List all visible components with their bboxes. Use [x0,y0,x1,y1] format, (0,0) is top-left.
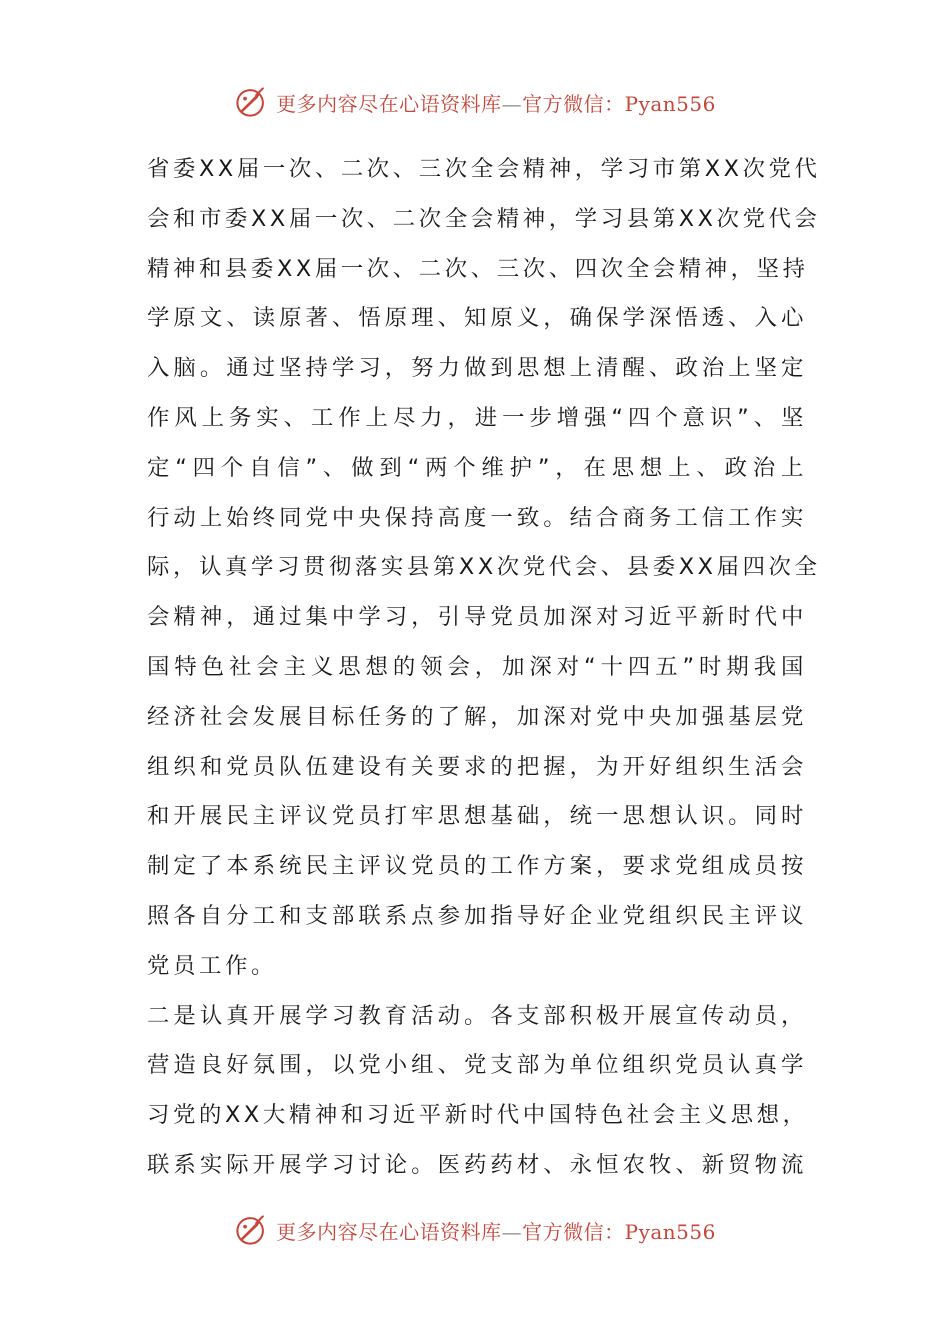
text-line: 定“四个自信”、做到“两个维护”，在思想上、政治上 [147,454,807,481]
watermark-text [276,1216,716,1245]
text-line: 党员工作。 [147,952,277,979]
watermark-main: 更多内容尽在心语资料库 [276,1219,502,1244]
text-line: 际，认真学习贯彻落实县第XX次党代会、县委XX届四次全 [147,554,821,581]
text-line: 二是认真开展学习教育活动。各支部积极开展宣传动员， [147,1002,807,1029]
text-line: 精神和县委XX届一次、二次、三次、四次全会精神，坚持 [147,255,809,282]
paragraph-2 [147,992,807,1191]
document-body [147,145,821,1191]
text-line: 习党的XX大精神和习近平新时代中国特色社会主义思想， [147,1102,809,1129]
pen-nib-logo-icon [234,85,268,119]
watermark-main: 更多内容尽在心语资料库 [276,91,502,116]
watermark-separator: — [501,1219,523,1244]
text-line: 入脑。通过坚持学习，努力做到思想上清醒、政治上坚定 [147,355,807,382]
header-watermark [0,82,950,122]
text-line: 营造良好氛围，以党小组、党支部为单位组织党员认真学 [147,1052,807,1079]
text-line: 制定了本系统民主评议党员的工作方案，要求党组成员按 [147,853,807,880]
text-line: 会精神，通过集中学习，引导党员加深对习近平新时代中 [147,604,807,631]
text-line: 省委XX届一次、二次、三次全会精神，学习市第XX次党代 [147,156,821,182]
watermark-contact: 官方微信：Pyan556 [522,1219,716,1244]
watermark-text [276,88,716,117]
text-line: 经济社会发展目标任务的了解，加深对党中央加强基层党 [147,703,807,730]
text-line: 学原文、读原著、悟原理、知原义，确保学深悟透、入心 [147,305,807,332]
text-line: 作风上务实、工作上尽力，进一步增强“四个意识”、坚 [147,404,807,431]
paragraph-1 [147,145,821,992]
text-line: 组织和党员队伍建设有关要求的把握，为开好组织生活会 [147,753,807,780]
watermark-contact: 官方微信：Pyan556 [522,91,716,116]
watermark-separator: — [501,91,523,116]
text-line: 和开展民主评议党员打牢思想基础，统一思想认识。同时 [147,803,807,830]
text-line: 会和市委XX届一次、二次全会精神，学习县第XX次党代会 [147,205,821,232]
text-line: 行动上始终同党中央保持高度一致。结合商务工信工作实 [147,504,807,531]
text-line: 联系实际开展学习讨论。医药药材、永恒农牧、新贸物流 [147,1151,807,1178]
pen-nib-logo-icon [234,1213,268,1247]
text-line: 国特色社会主义思想的领会，加深对“十四五”时期我国 [147,653,807,680]
footer-watermark [0,1210,950,1250]
text-line: 照各自分工和支部联系点参加指导好企业党组织民主评议 [147,902,807,929]
